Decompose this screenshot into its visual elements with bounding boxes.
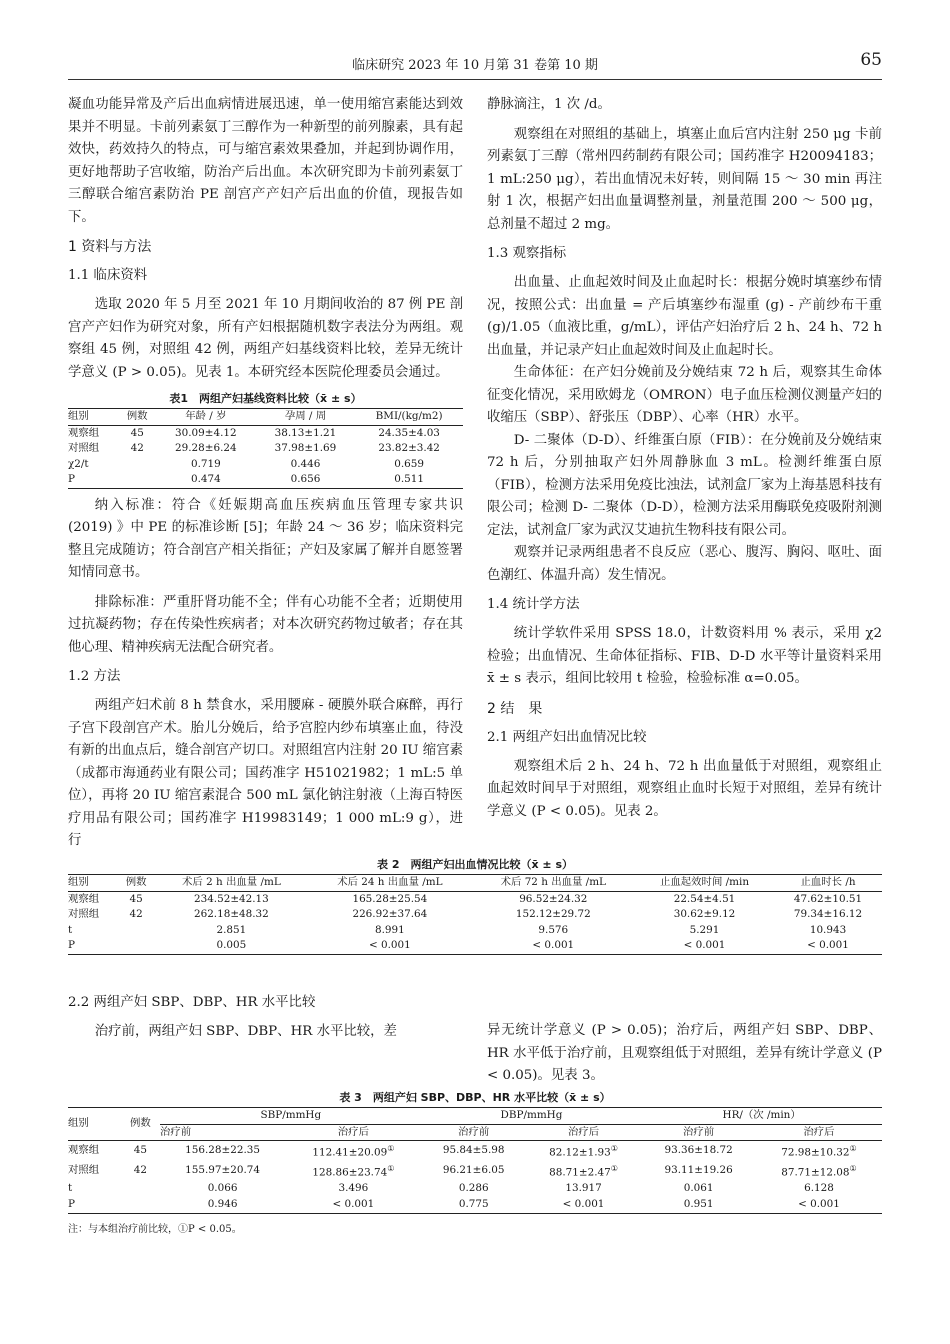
table3-cell <box>756 1197 882 1213</box>
table3-subheader-cell: 治疗后 <box>567 1125 600 1138</box>
table1-header-cell: 组别 <box>68 410 89 422</box>
table2-cell: 45 <box>129 892 143 905</box>
exclusion-criteria: 排除标准：严重肝肾功能不全；伴有心功能不全者；近期使用过抗凝药物；存在传染性疾病者；对本次研究药物过敏者；存在其他心理、精神疾病无法配合研究者。 <box>68 594 463 655</box>
table1-row <box>68 457 463 473</box>
table3-block <box>68 1089 882 1235</box>
table1-cell <box>118 472 156 488</box>
table2-header-cell: 术后 24 h 出血量 /mL <box>337 876 443 888</box>
table3-cell <box>526 1181 642 1197</box>
significance-mark: ① <box>849 1144 857 1154</box>
table1-cell: χ2/t <box>68 457 89 470</box>
table2-cell: 0.005 <box>216 939 247 952</box>
table2-cell: 对照组 <box>68 908 100 921</box>
table2-block <box>68 856 882 955</box>
table1-header-cell: 年龄 / 岁 <box>185 410 227 422</box>
observation-group-method: 观察组在对照组的基础上，填塞止血后宫内注射 250 μg 卡前列素氨丁三醇（常州四药制药有限公司；国药准字 H20094183；1 mL:250 μg），若出血情况未好转，则间隔 15 ～ 30 min 再注射 1 次，根据产妇出血量调整剂量，剂量范围 200 ～ 500 μg，总剂量不超过 2 mg。 <box>487 126 882 232</box>
inclusion-criteria: 纳入标准：符合《妊娠期高血压疾病血压管理专家共识 (2019) 》中 PE 的标准诊断 [5]；年龄 24 ～ 36 岁；临床资料完整且完成随访；符合剖宫产相关指征；产妇及家属了解并自愿签署知情同意书。 <box>68 497 463 581</box>
table2-header-cell: 例数 <box>125 876 147 888</box>
table1-cell: 38.13±1.21 <box>274 426 337 439</box>
table2-cell: 10.943 <box>809 923 847 936</box>
table2-cell: t <box>68 923 73 936</box>
section-2-2-heading: 2.2 两组产妇 SBP、DBP、HR 水平比较 <box>68 995 316 1010</box>
statistics-paragraph: 统计学软件采用 SPSS 18.0，计数资料用 % 表示，采用 χ2 检验；出血情况、生命体征指标、FIB、D-D 水平等计量资料采用 x̄ ± s 表示，组间比较用 t 检验，检验标准 α=0.05。 <box>487 626 882 686</box>
section-2-2-right <box>487 1020 882 1088</box>
table3-cell <box>285 1141 422 1162</box>
section-1-4-heading: 1.4 统计学方法 <box>487 597 580 612</box>
table3-cell <box>526 1197 642 1213</box>
table3-row <box>68 1197 882 1213</box>
table2-cell: < 0.001 <box>532 939 575 952</box>
table3-value: 对照组 <box>68 1164 100 1177</box>
table2-cell: 79.34±16.12 <box>793 908 863 921</box>
section-1-1-heading: 1.1 临床资料 <box>68 268 148 283</box>
table3-value: 13.917 <box>565 1182 602 1195</box>
table2-header-cell: 止血起效时间 /min <box>660 876 750 888</box>
table2-row <box>68 907 882 923</box>
table2-cell: 8.991 <box>374 923 405 936</box>
table1-cell: P <box>68 473 75 486</box>
table2-cell: < 0.001 <box>368 939 411 952</box>
table1-cell: 观察组 <box>68 426 100 439</box>
table1-cell: 对照组 <box>68 442 100 455</box>
table3-cell <box>526 1161 642 1181</box>
table3-subheader-cell: 治疗前 <box>683 1125 715 1138</box>
table3-value: 0.951 <box>683 1197 714 1210</box>
table3-cell <box>422 1141 526 1162</box>
table3-cell <box>68 1141 121 1162</box>
table3-value: 0.286 <box>458 1182 489 1195</box>
page-header <box>68 48 882 80</box>
table3-value: 88.71±2.47 <box>549 1166 611 1179</box>
table3-row <box>68 1141 882 1162</box>
table3-subheader-cell: 治疗前 <box>458 1125 490 1138</box>
table3-note: 注：与本组治疗前比较，①P < 0.05。 <box>68 1223 242 1235</box>
table3-group-header-cell: HR/（次 /min） <box>641 1108 882 1125</box>
table1-cell: 45 <box>130 426 144 439</box>
table3-value: 0.946 <box>207 1197 238 1210</box>
section-2-1-heading: 2.1 两组产妇出血情况比较 <box>487 729 647 745</box>
left-column <box>68 94 463 853</box>
table3-value: 3.496 <box>338 1182 369 1195</box>
table2-cell: 234.52±42.13 <box>193 892 269 905</box>
intro-paragraph: 凝血功能异常及产后出血病情进展迅速，单一使用缩宫素能达到效果并不明显。卡前列素氨丁三醇作为一种新型的前列腺素，具有起效快，药效持久的特点，可与缩宫素效果叠加，并起到协调作用，更好地帮助子宫收缩，防治产后出血。本次研究即为卡前列素氨丁三醇联合缩宫素防治 PE 剖宫产产妇产后出血的价值，现报告如下。 <box>68 97 463 225</box>
table2-cell: 42 <box>129 908 143 921</box>
table2-cell: 165.28±25.54 <box>352 892 428 905</box>
table1-cell: 29.28±6.24 <box>175 442 237 455</box>
table3-subheader-cell: 治疗后 <box>337 1125 369 1138</box>
table3-value: 112.41±20.09 <box>312 1146 388 1159</box>
table2-cell: 226.92±37.64 <box>352 908 428 921</box>
table3-group-header-cell: SBP/mmHg <box>160 1108 422 1125</box>
table2-row <box>68 891 882 907</box>
section-1-2-heading: 1.2 方法 <box>68 669 121 685</box>
indicator-dd-fib: D- 二聚体（D-D）、纤维蛋白原（FIB）：在分娩前及分娩结束 72 h 后，分别抽取产妇外周静脉血 3 mL。检测纤维蛋白原（FIB），检测方法采用免疫比浊法，试剂盒厂家为上海基恩科技有限公司；检测 D- 二聚体（D-D），检测方法采用酶联免疫吸附剂测定法，试剂盒厂家为武汉艾迪抗生物科技有限公司。 <box>487 432 882 538</box>
table1-row <box>68 425 463 441</box>
table1-cell: 23.82±3.42 <box>378 442 440 455</box>
table3-cell <box>422 1181 526 1197</box>
table2-cell: 9.576 <box>538 923 569 936</box>
table3-n-header: 例数 <box>129 1117 151 1130</box>
table2-header-cell: 术后 72 h 出血量 /mL <box>500 876 606 888</box>
table3-row <box>68 1161 882 1181</box>
journal-title: 临床研究 2023 年 10 月第 31 卷第 10 期 <box>352 58 598 73</box>
table2-cell: 22.54±4.51 <box>673 892 736 905</box>
table2-row <box>68 938 882 954</box>
table3-cell <box>641 1161 756 1181</box>
table1-cell: 37.98±1.69 <box>274 442 337 455</box>
table3-value: 82.12±1.93 <box>549 1146 611 1159</box>
section-2-2-right-text: 异无统计学意义 (P > 0.05)；治疗后，两组产妇 SBP、DBP、HR 水平低于治疗前，且观察组低于对照组，差异有统计学意义 (P < 0.05)。见表 3。 <box>487 1023 882 1083</box>
table3-value: < 0.001 <box>798 1197 840 1210</box>
table3-group-header-cell: DBP/mmHg <box>422 1108 642 1125</box>
table2-header-cell: 组别 <box>68 876 89 888</box>
clinical-data-paragraph: 选取 2020 年 5 月至 2021 年 10 月期间收治的 87 例 PE 剖宫产产妇作为研究对象，所有产妇根据随机数字表法分为两组。观察组 45 例，对照组 42 例，两组产妇基线资料比较，差异无统计学意义 (P > 0.05)。见表 1。本研究经本医院伦理委员会通过。 <box>68 297 463 380</box>
table1-cell <box>118 457 156 473</box>
table3-value: 0.775 <box>458 1197 489 1210</box>
table2-cell: 96.52±24.32 <box>519 892 588 905</box>
table1-row <box>68 441 463 457</box>
table2-cell <box>118 923 155 939</box>
table3-value: 72.98±10.32 <box>781 1146 850 1159</box>
indicator-adverse: 观察并记录两组患者不良反应（恶心、腹泻、胸闷、呕吐、面色潮红、体温升高）发生情况。 <box>487 545 882 583</box>
table3-value: 6.128 <box>804 1182 834 1195</box>
section-1-heading: 1 资料与方法 <box>68 239 152 255</box>
table1-cell: 0.474 <box>190 473 221 486</box>
table3-value: 128.86±23.74 <box>312 1166 388 1179</box>
methods-continued: 静脉滴注，1 次 /d。 <box>487 97 611 112</box>
table2-cell <box>118 938 155 954</box>
section-2-2-left-text: 治疗前，两组产妇 SBP、DBP、HR 水平比较，差 <box>94 1024 397 1039</box>
table3-value: < 0.001 <box>562 1197 605 1210</box>
section-2-2-left <box>68 992 463 1044</box>
table3-cell <box>121 1141 160 1162</box>
table1-cell: 0.446 <box>290 457 321 470</box>
table3-group-header: 组别 <box>68 1117 89 1130</box>
table3-value: 0.061 <box>683 1182 714 1195</box>
table3-value: 95.84±5.98 <box>442 1144 505 1157</box>
table3-cell <box>422 1161 526 1181</box>
table3-cell <box>641 1141 756 1162</box>
table1-cell: 0.659 <box>394 457 424 470</box>
table2-cell: P <box>68 939 75 952</box>
table3-cell <box>285 1197 422 1213</box>
table3-cell <box>526 1141 642 1162</box>
significance-mark: ① <box>610 1164 618 1174</box>
table2-row <box>68 923 882 939</box>
table3-cell <box>756 1141 882 1162</box>
table3-value: 96.21±6.05 <box>442 1164 505 1177</box>
table3-cell <box>641 1181 756 1197</box>
table1-row <box>68 472 463 488</box>
table3-cell <box>160 1141 285 1162</box>
table3-value: 87.71±12.08 <box>781 1166 850 1179</box>
right-column <box>487 94 882 823</box>
table3-value: 156.28±22.35 <box>185 1144 260 1157</box>
table3-subheader-cell: 治疗后 <box>803 1125 835 1138</box>
table3-value: 93.11±19.26 <box>664 1164 733 1177</box>
table3-value: 0.066 <box>207 1182 238 1195</box>
table1-cell: 0.656 <box>290 473 321 486</box>
section-1-3-heading: 1.3 观察指标 <box>487 246 567 261</box>
table3-cell <box>121 1181 160 1197</box>
table1-header-cell: BMI/(kg/m2) <box>375 410 443 422</box>
table3-cell <box>121 1161 160 1181</box>
table3-cell <box>68 1161 121 1181</box>
table1-caption: 表1 两组产妇基线资料比较（x̄ ± s） <box>169 392 362 405</box>
table3-cell <box>285 1181 422 1197</box>
methods-paragraph: 两组产妇术前 8 h 禁食水，采用腰麻 - 硬膜外联合麻醉，再行子宫下段剖宫产术。胎儿分娩后，给予宫腔内纱布填塞止血，待没有新的出血点后，缝合剖宫产切口。对照组宫内注射 20 IU 缩宫素（成都市海通药业有限公司；国药准字 H51021982；1 mL:5 单位），再将 20 IU 缩宫素混合 500 mL 氯化钠注射液（上海百特医疗用品有限公司；国药准字 H19983149；1 000 mL:9 g），进行 <box>68 698 463 849</box>
table2-cell: 观察组 <box>68 892 100 905</box>
table3-subheader-cell: 治疗前 <box>160 1125 192 1138</box>
table1-header-cell: 例数 <box>126 410 148 422</box>
table3-cell <box>756 1161 882 1181</box>
indicator-bleeding: 出血量、止血起效时间及止血起时长：根据分娩时填塞纱布情况，按照公式：出血量 = 产后填塞纱布湿重 (g) - 产前纱布干重 (g)/1.05（血液比重，g/mL），评估产妇治疗后 2 h、24 h、72 h 出血量，并记录产妇止血起效时间及止血起时长。 <box>487 275 882 358</box>
table2-cell: 30.62±9.12 <box>673 908 736 921</box>
table1-cell: 0.719 <box>190 457 221 470</box>
table3-row <box>68 1181 882 1197</box>
table3-cell <box>641 1197 756 1213</box>
significance-mark: ① <box>387 1144 395 1154</box>
table1-cell: 24.35±4.03 <box>378 426 440 439</box>
table3-value: 45 <box>133 1144 147 1157</box>
indicator-vital-signs: 生命体征：在产妇分娩前及分娩结束 72 h 后，观察其生命体征变化情况，采用欧姆龙（OMRON）电子血压检测仪测量产妇的收缩压（SBP）、舒张压（DBP）、心率（HR）水平。 <box>487 365 882 425</box>
table2-caption: 表 2 两组产妇出血情况比较（x̄ ± s） <box>376 858 573 871</box>
table3-cell <box>121 1197 160 1213</box>
table3-value: 155.97±20.74 <box>185 1164 260 1177</box>
table2-cell: 47.62±10.51 <box>793 892 863 905</box>
table3-value: t <box>68 1182 73 1195</box>
significance-mark: ① <box>387 1164 395 1174</box>
table3-cell <box>422 1197 526 1213</box>
table3-caption: 表 3 两组产妇 SBP、DBP、HR 水平比较（x̄ ± s） <box>339 1091 611 1104</box>
section-2-heading: 2 结 果 <box>487 700 543 717</box>
table3-value: < 0.001 <box>332 1197 375 1210</box>
table2-cell: < 0.001 <box>807 939 849 952</box>
table2-cell: 2.851 <box>216 923 247 936</box>
table2-cell: 5.291 <box>689 923 720 936</box>
table3-cell <box>160 1161 285 1181</box>
table1-cell: 42 <box>130 442 144 455</box>
table2 <box>68 874 882 955</box>
table3-cell <box>285 1161 422 1181</box>
table3-cell <box>756 1181 882 1197</box>
table2-header-cell: 止血时长 /h <box>800 876 856 888</box>
table3-cell <box>160 1197 285 1213</box>
page-number: 65 <box>860 50 882 70</box>
table1 <box>68 408 463 489</box>
table3-value: P <box>68 1197 75 1210</box>
table2-cell: < 0.001 <box>683 939 726 952</box>
table3-cell <box>160 1181 285 1197</box>
table2-cell: 262.18±48.32 <box>193 908 269 921</box>
table1-cell: 0.511 <box>394 473 424 486</box>
table3-value: 93.36±18.72 <box>664 1144 733 1157</box>
significance-mark: ① <box>610 1144 618 1154</box>
table3-value: 42 <box>133 1164 147 1177</box>
significance-mark: ① <box>849 1164 857 1174</box>
table3 <box>68 1107 882 1214</box>
table3-cell <box>68 1197 121 1213</box>
results-bleeding-paragraph: 观察组术后 2 h、24 h、72 h 出血量低于对照组，观察组止血起效时间早于对照组，观察组止血时长短于对照组，差异有统计学意义 (P < 0.05)。见表 2。 <box>487 758 882 819</box>
table2-cell: 152.12±29.72 <box>515 908 591 921</box>
table1-header-cell: 孕周 / 周 <box>284 410 327 422</box>
table3-cell <box>68 1181 121 1197</box>
table2-header-cell: 术后 2 h 出血量 /mL <box>182 876 281 888</box>
table3-value: 观察组 <box>68 1144 100 1157</box>
table1-cell: 30.09±4.12 <box>175 426 237 439</box>
